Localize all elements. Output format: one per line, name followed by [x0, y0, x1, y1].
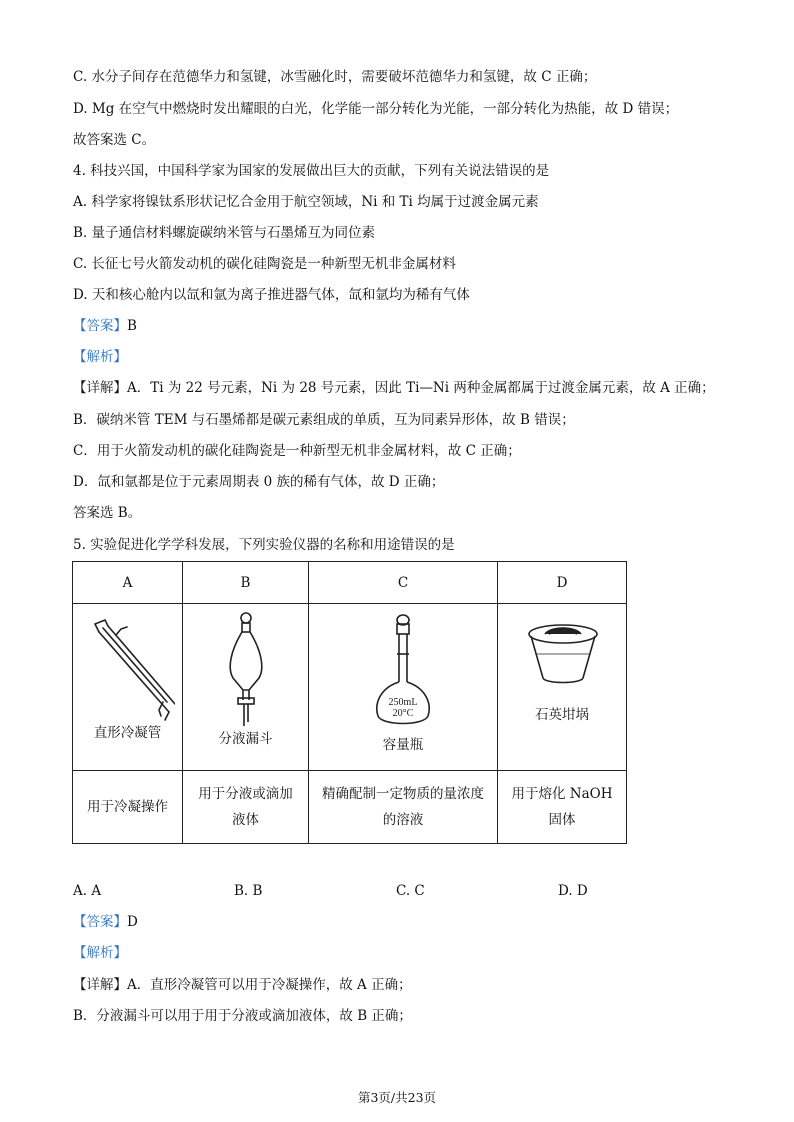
- q4-detail-a: 【详解】A．Ti 为 22 号元素，Ni 为 28 号元素，因此 Ti—Ni 两种金属都属于过渡金属元素，故 A 正确；: [73, 380, 715, 396]
- use-volumetric-flask: 精确配制一定物质的量浓度 的溶液: [309, 771, 498, 844]
- name-condenser: 直形冷凝管: [93, 725, 162, 741]
- separatory-funnel-icon: [223, 610, 269, 728]
- q5-analysis-tag: 【解析】: [73, 945, 127, 961]
- col-header-d: D: [498, 562, 627, 604]
- volumetric-flask-icon: [372, 612, 434, 728]
- q4-option-c: C. 长征七号火箭发动机的碳化硅陶瓷是一种新型无机非金属材料: [73, 256, 456, 272]
- q4-detail-c: C．用于火箭发动机的碳化硅陶瓷是一种新型无机非金属材料，故 C 正确；: [73, 443, 521, 459]
- q4-conclusion: 答案选 B。: [73, 505, 142, 521]
- q5-option-b: B. B: [234, 883, 263, 899]
- q5-detail-b: B．分液漏斗可以用于用于分液或滴加液体，故 B 正确；: [73, 1008, 412, 1024]
- q5-option-d: D. D: [558, 883, 588, 899]
- use-quartz-crucible: 用于熔化 NaOH 固体: [498, 771, 627, 844]
- name-quartz-crucible: 石英坩埚: [535, 707, 589, 723]
- cell-volumetric-flask: [309, 604, 498, 771]
- cell-separatory-funnel: [183, 604, 309, 771]
- flask-temperature-mark: 20°C: [392, 708, 414, 719]
- cell-quartz-crucible: [498, 604, 627, 771]
- answer-tag: 【答案】: [73, 914, 127, 930]
- name-volumetric-flask: 容量瓶: [382, 737, 424, 753]
- question-4-stem: 4. 科技兴国，中国科学家为国家的发展做出巨大的贡献，下列有关说法错误的是: [73, 163, 550, 179]
- page-footer: 第3页/共23页: [357, 1090, 437, 1105]
- q4-detail-b: B．碳纳米管 TEM 与石墨烯都是碳元素组成的单质，互为同素异形体，故 B 错误；: [73, 412, 575, 428]
- text-line: C. 水分子间存在范德华力和氢键，冰雪融化时，需要破坏范德华力和氢键，故 C 正确；: [73, 69, 597, 85]
- text-line: D. Mg 在空气中燃烧时发出耀眼的白光，化学能一部分转化为光能，一部分转化为热能，故 D 错误；: [73, 101, 679, 117]
- q5-option-c: C. C: [396, 883, 425, 899]
- apparatus-table: [72, 561, 627, 844]
- col-header-a: A: [73, 562, 183, 604]
- answer-value: B: [127, 318, 137, 334]
- text-line: 故答案选 C。: [73, 132, 156, 148]
- q4-answer: [73, 316, 137, 336]
- flask-capacity-mark: 250mL: [388, 697, 418, 708]
- cell-condenser: [73, 604, 183, 771]
- use-separatory-funnel: 用于分液或滴加 液体: [183, 771, 309, 844]
- q4-option-d: D. 天和核心舱内以氙和氩为离子推进器气体，氙和氩均为稀有气体: [73, 287, 470, 303]
- q4-option-b: B. 量子通信材料螺旋碳纳米管与石墨烯互为同位素: [73, 225, 376, 241]
- q5-detail-a: 【详解】A．直形冷凝管可以用于冷凝操作，故 A 正确；: [73, 977, 412, 993]
- q4-analysis-tag: 【解析】: [73, 349, 127, 365]
- q4-detail-d: D．氙和氩都是位于元素周期表 0 族的稀有气体，故 D 正确；: [73, 474, 445, 490]
- q5-option-a: A. A: [73, 883, 102, 899]
- use-condenser: 用于冷凝操作: [73, 771, 183, 844]
- condenser-icon: [85, 614, 175, 724]
- col-header-b: B: [183, 562, 309, 604]
- q5-answer: [73, 912, 138, 932]
- answer-value: D: [127, 914, 138, 930]
- name-separatory-funnel: 分液漏斗: [218, 731, 273, 747]
- question-5-stem: 5. 实验促进化学学科发展，下列实验仪器的名称和用途错误的是: [73, 537, 455, 553]
- answer-tag: 【答案】: [73, 318, 127, 334]
- crucible-icon: [525, 618, 601, 688]
- q4-option-a: A. 科学家将镍钛系形状记忆合金用于航空领域，Ni 和 Ti 均属于过渡金属元素: [73, 194, 539, 210]
- col-header-c: C: [309, 562, 498, 604]
